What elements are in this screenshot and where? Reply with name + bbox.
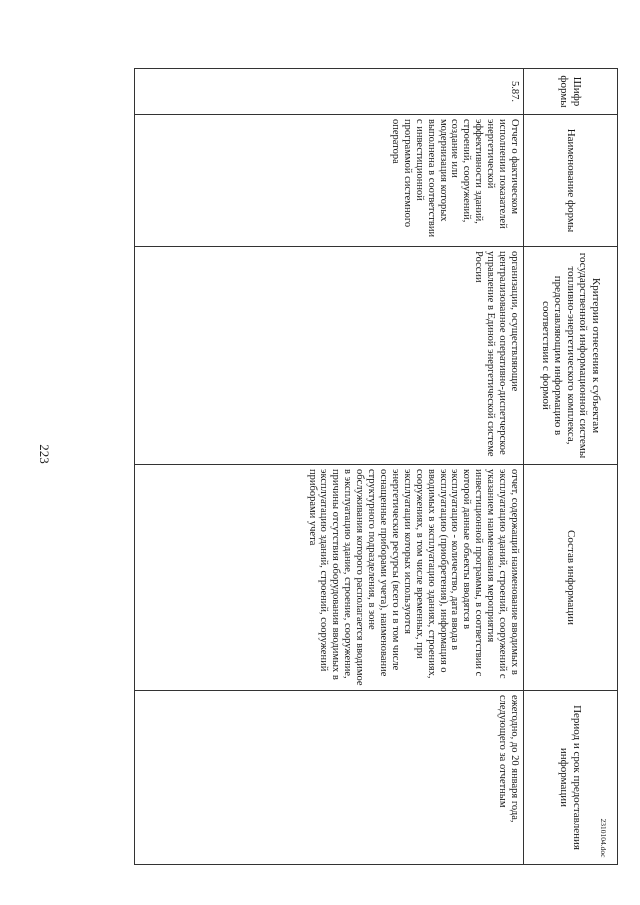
table-row: [135, 69, 524, 865]
cell-composition: отчет, содержащий наименование вводимых в эксплуатацию зданий, строений, сооружений с указанием наименования мероприятия инвестиционной программы, в соответствии с которой данные объекты вводятся в эксплуатацию - количество, дата ввода в эксплуатацию (приобретения), информация о вводимых в эксплуатацию зданиях, строениях, сооружениях, в том числе временных, при эксплуатации которых используются энергетические ресурсы (всего и в том числе оснащенные приборами учета), наименование структурного подразделения, в зоне обслуживания которого располагается вводимое в эксплуатацию здание, строение, сооружение, причины отсутствия оборудования вводимых в эксплуатацию зданий, строений, сооружений приборами учета: [135, 465, 524, 691]
form-table: [134, 68, 618, 865]
cell-code: 5.87.: [135, 69, 524, 115]
cell-form-name: Отчет о фактическом исполнении показателей энергетической эффективности зданий, строений, сооружений, создание или модернизация которых выполнена в соответствии с инвестиционной программой системного оператора: [135, 115, 524, 247]
header-period: Период и срок предоставления информации: [524, 691, 618, 865]
header-code: Шифр формы: [524, 69, 618, 115]
cell-criteria: организации, осуществляющие централизованное оперативно-диспетчерское управление в Единой энергетической системе России: [135, 247, 524, 465]
header-form-name: Наименование формы: [524, 115, 618, 247]
table-header-row: [524, 69, 618, 865]
file-label: 2310104.doc: [599, 818, 608, 858]
cell-period: ежегодно, до 20 января года, следующего за отчетным: [135, 691, 524, 865]
page-number: 223: [37, 444, 52, 464]
rotated-table: [134, 68, 618, 864]
header-criteria: Критерии отнесения к субъектам государственной информационной системы топливно-энергетического комплекса, предоставляющим информацию в соответствии с формой: [524, 247, 618, 465]
header-composition: Состав информации: [524, 465, 618, 691]
